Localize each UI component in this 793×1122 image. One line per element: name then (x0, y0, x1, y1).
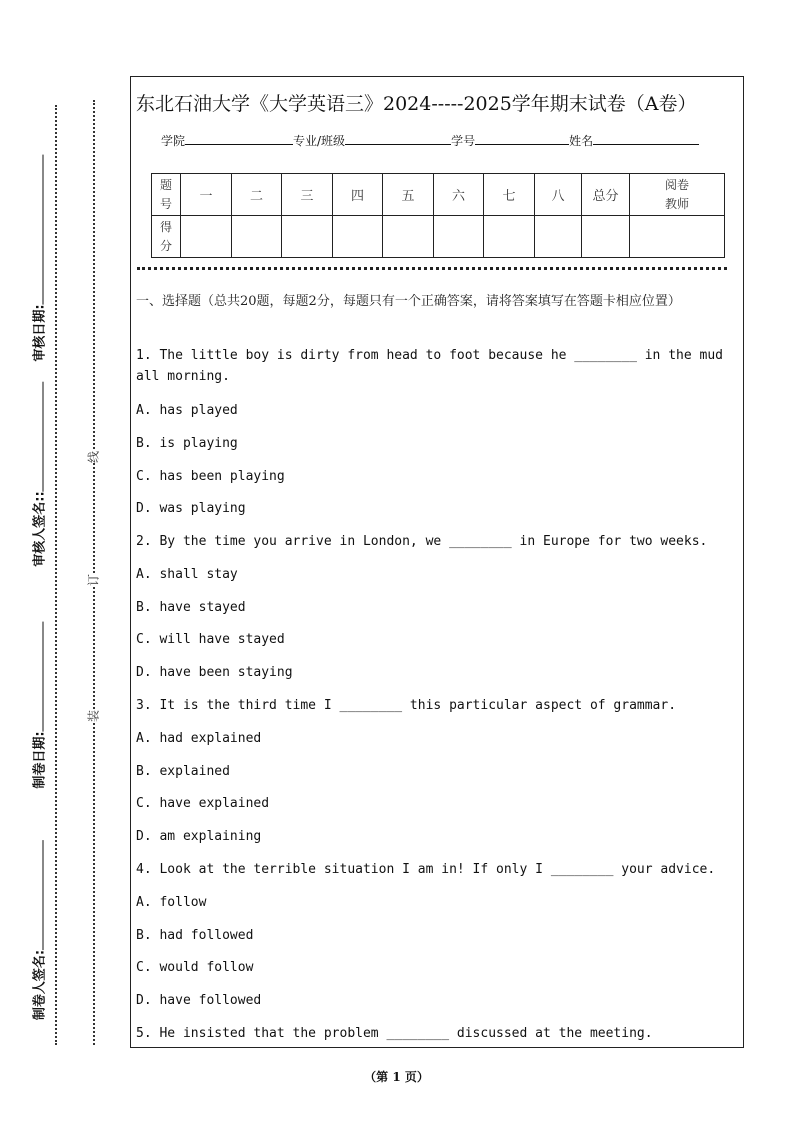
reviewer-date-label: 审核日期: (32, 304, 48, 362)
maker-signature-blank[interactable] (43, 840, 44, 950)
maker-signature-label: 制卷人签名: (32, 949, 48, 1021)
score-col-grader: 阅卷 教师 (630, 174, 725, 216)
question-1-option-a: A. has played (136, 403, 238, 418)
score-col-4: 四 (333, 174, 383, 216)
reviewer-date-blank[interactable] (43, 154, 44, 304)
question-2-option-a: A. shall stay (136, 567, 238, 582)
question-3-option-b: B. explained (136, 764, 230, 779)
maker-signature-field (29, 840, 48, 1020)
question-1-option-c: C. has been playing (136, 469, 285, 484)
question-5-stem: 5. He insisted that the problem ________ discussed at the meeting. (136, 1026, 653, 1041)
score-table-row-head-number: 题 号 (152, 174, 181, 216)
question-4-stem: 4. Look at the terrible situation I am in! If only I ________ your advice. (136, 862, 716, 877)
reviewer-signature-blank[interactable] (43, 381, 44, 491)
exam-title: 东北石油大学《大学英语三》2024-----2025学年期末试卷（A卷） (136, 93, 697, 115)
name-label: 姓名 (569, 134, 594, 148)
reviewer-date-field (29, 154, 48, 361)
binding-char-seal: 装 (83, 710, 104, 722)
id-blank[interactable] (475, 132, 569, 145)
question-4-option-d: D. have followed (136, 993, 262, 1008)
section-instructions: 一、选择题（总共20题，每题2分，每题只有一个正确答案，请将答案填写在答题卡相应位置） (136, 294, 681, 309)
score-table-row-head-score: 得 分 (152, 216, 181, 258)
maker-date-label: 制卷日期: (32, 731, 48, 789)
question-3-option-a: A. had explained (136, 731, 262, 746)
score-cell-total[interactable] (582, 216, 630, 258)
score-col-5: 五 (383, 174, 434, 216)
score-cell-8[interactable] (535, 216, 582, 258)
question-3-option-d: D. am explaining (136, 829, 262, 844)
score-col-6: 六 (434, 174, 484, 216)
score-col-2: 二 (232, 174, 282, 216)
score-table (151, 173, 725, 258)
exam-frame (130, 76, 744, 1048)
score-cell-6[interactable] (434, 216, 484, 258)
reviewer-signature-field (29, 381, 48, 566)
score-col-8: 八 (535, 174, 582, 216)
major-blank[interactable] (345, 132, 451, 145)
binding-dotted-line-outer (55, 105, 57, 1045)
question-2-option-d: D. have been staying (136, 665, 293, 680)
score-col-1: 一 (181, 174, 232, 216)
id-label: 学号 (451, 134, 476, 148)
score-col-total: 总分 (582, 174, 630, 216)
binding-char-bind: 订 (83, 574, 104, 586)
question-2-stem: 2. By the time you arrive in London, we ________ in Europe for two weeks. (136, 534, 708, 549)
reviewer-signature-label: 审核人签名:: (32, 491, 48, 567)
college-label: 学院 (161, 134, 186, 148)
question-4-option-b: B. had followed (136, 928, 254, 943)
binding-char-line: 线 (83, 451, 104, 463)
score-cell-4[interactable] (333, 216, 383, 258)
score-col-3: 三 (282, 174, 333, 216)
score-cell-2[interactable] (232, 216, 282, 258)
maker-date-blank[interactable] (43, 621, 44, 731)
question-1-stem: 1. The little boy is dirty from head to foot because he ________ in the mud all morning. (136, 348, 723, 384)
question-4-option-a: A. follow (136, 895, 207, 910)
binding-dotted-line-inner (93, 100, 95, 1045)
question-1-option-d: D. was playing (136, 501, 246, 516)
question-2-option-c: C. will have stayed (136, 632, 285, 647)
maker-date-field (29, 621, 48, 788)
name-blank[interactable] (593, 132, 699, 145)
major-label: 专业/班级 (293, 134, 346, 148)
score-cell-1[interactable] (181, 216, 232, 258)
student-info-line (161, 132, 699, 149)
score-table-header-row (152, 174, 725, 216)
score-cell-5[interactable] (383, 216, 434, 258)
score-col-7: 七 (484, 174, 535, 216)
question-3-option-c: C. have explained (136, 796, 270, 811)
question-2-option-b: B. have stayed (136, 600, 246, 615)
college-blank[interactable] (185, 132, 293, 145)
question-1-option-b: B. is playing (136, 436, 238, 451)
score-cell-7[interactable] (484, 216, 535, 258)
page-number: （第 1 页） (364, 1070, 429, 1084)
score-cell-3[interactable] (282, 216, 333, 258)
question-3-stem: 3. It is the third time I ________ this particular aspect of grammar. (136, 698, 677, 713)
dotted-separator (137, 267, 727, 270)
score-table-score-row (152, 216, 725, 258)
score-cell-grader[interactable] (630, 216, 725, 258)
question-4-option-c: C. would follow (136, 960, 254, 975)
